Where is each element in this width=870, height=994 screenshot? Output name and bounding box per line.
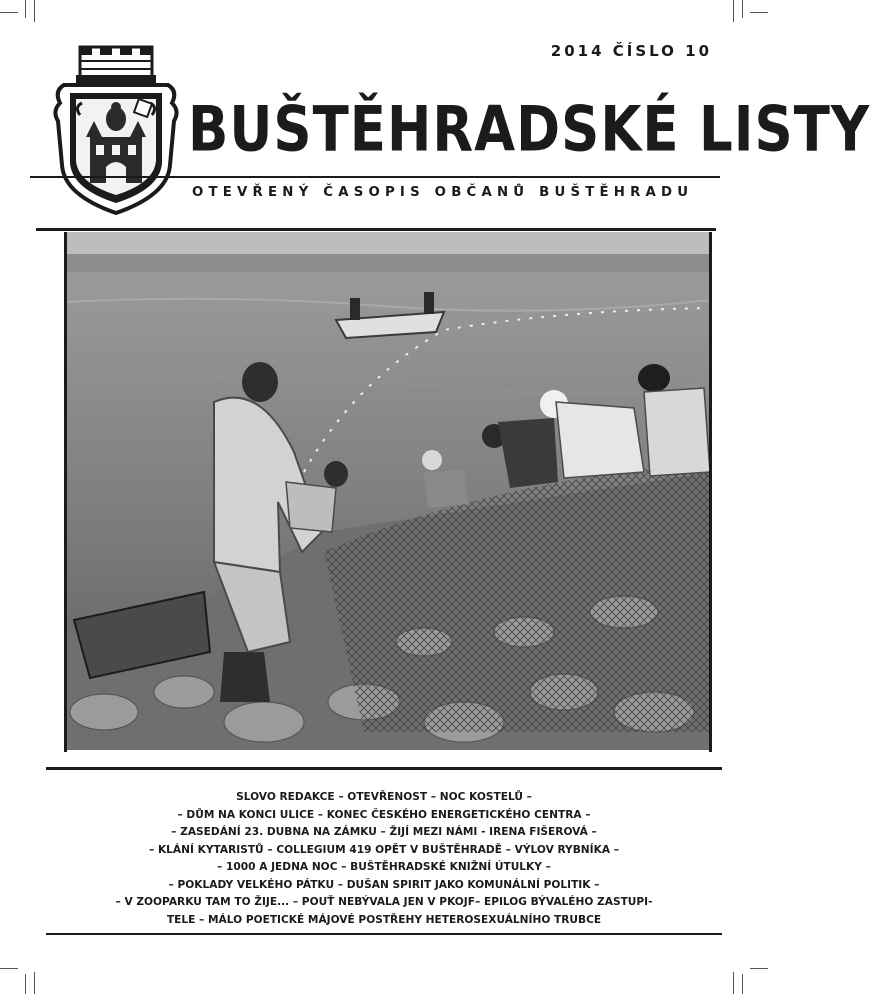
contents-line: – V ZOOPARKU TAM TO ŽIJE... – POUŤ NEBÝVALA JEN V PKOJF– EPILOG BÝVALÉHO ZASTUPI- (115, 896, 653, 908)
crop-mark (750, 12, 768, 13)
contents-line: – KLÁNÍ KYTARISTŮ – COLLEGIUM 419 OPĚT V BUŠTĚHRADĚ – VÝLOV RYBNÍKA – (148, 843, 620, 856)
masthead-rule-bottom (36, 228, 716, 231)
photo-frame-left (64, 232, 67, 752)
crop-mark (25, 974, 26, 994)
masthead-rule-top (30, 176, 720, 178)
contents-line: TELE – MÁLO POETICKÉ MÁJOVÉ POSTŘEHY HETEROSEXUÁLNÍHO TRUBCE (166, 913, 602, 926)
crop-mark (34, 0, 35, 22)
contents-rule-bottom (46, 933, 722, 935)
masthead-subtitle: OTEVŘENÝ ČASOPIS OBČANŮ BUŠTĚHRADU (192, 185, 694, 200)
crop-mark (25, 0, 26, 18)
crop-mark (0, 968, 18, 969)
table-of-contents (50, 789, 718, 929)
contents-line: – DŮM NA KONCI ULICE – KONEC ČESKÉHO ENERGETICKÉHO CENTRA – (177, 808, 591, 821)
crop-mark (742, 0, 743, 18)
contents-line: SLOVO REDAKCE – OTEVŘENOST – NOC KOSTELŮ – (236, 791, 532, 803)
photo-frame-right (709, 232, 712, 752)
issue-number: 2014 ČÍSLO 10 (550, 42, 712, 60)
contents-line: – ZASEDÁNÍ 23. DUBNA NA ZÁMKU – ŽIJÍ MEZI NÁMI - IRENA FIŠEROVÁ – (171, 826, 597, 838)
contents-line: – POKLADY VELKÉHO PÁTKU – DUŠAN SPIRIT JAKO KOMUNÁLNÍ POLITIK – (168, 878, 600, 891)
contents-rule-top (46, 767, 722, 770)
fishing-net-photo-icon (64, 232, 712, 750)
contents-line: – 1000 A JEDNA NOC – BUŠTĚHRADSKÉ KNIŽNÍ ÚTULKY – (217, 861, 551, 873)
crop-mark (34, 972, 35, 994)
town-coat-of-arms-icon (50, 45, 182, 215)
crop-mark (0, 12, 18, 13)
crop-mark (742, 974, 743, 994)
masthead-title: BUŠTĚHRADSKÉ LISTY (188, 94, 870, 166)
crop-mark (733, 972, 734, 994)
crop-mark (750, 968, 768, 969)
crop-mark (733, 0, 734, 22)
